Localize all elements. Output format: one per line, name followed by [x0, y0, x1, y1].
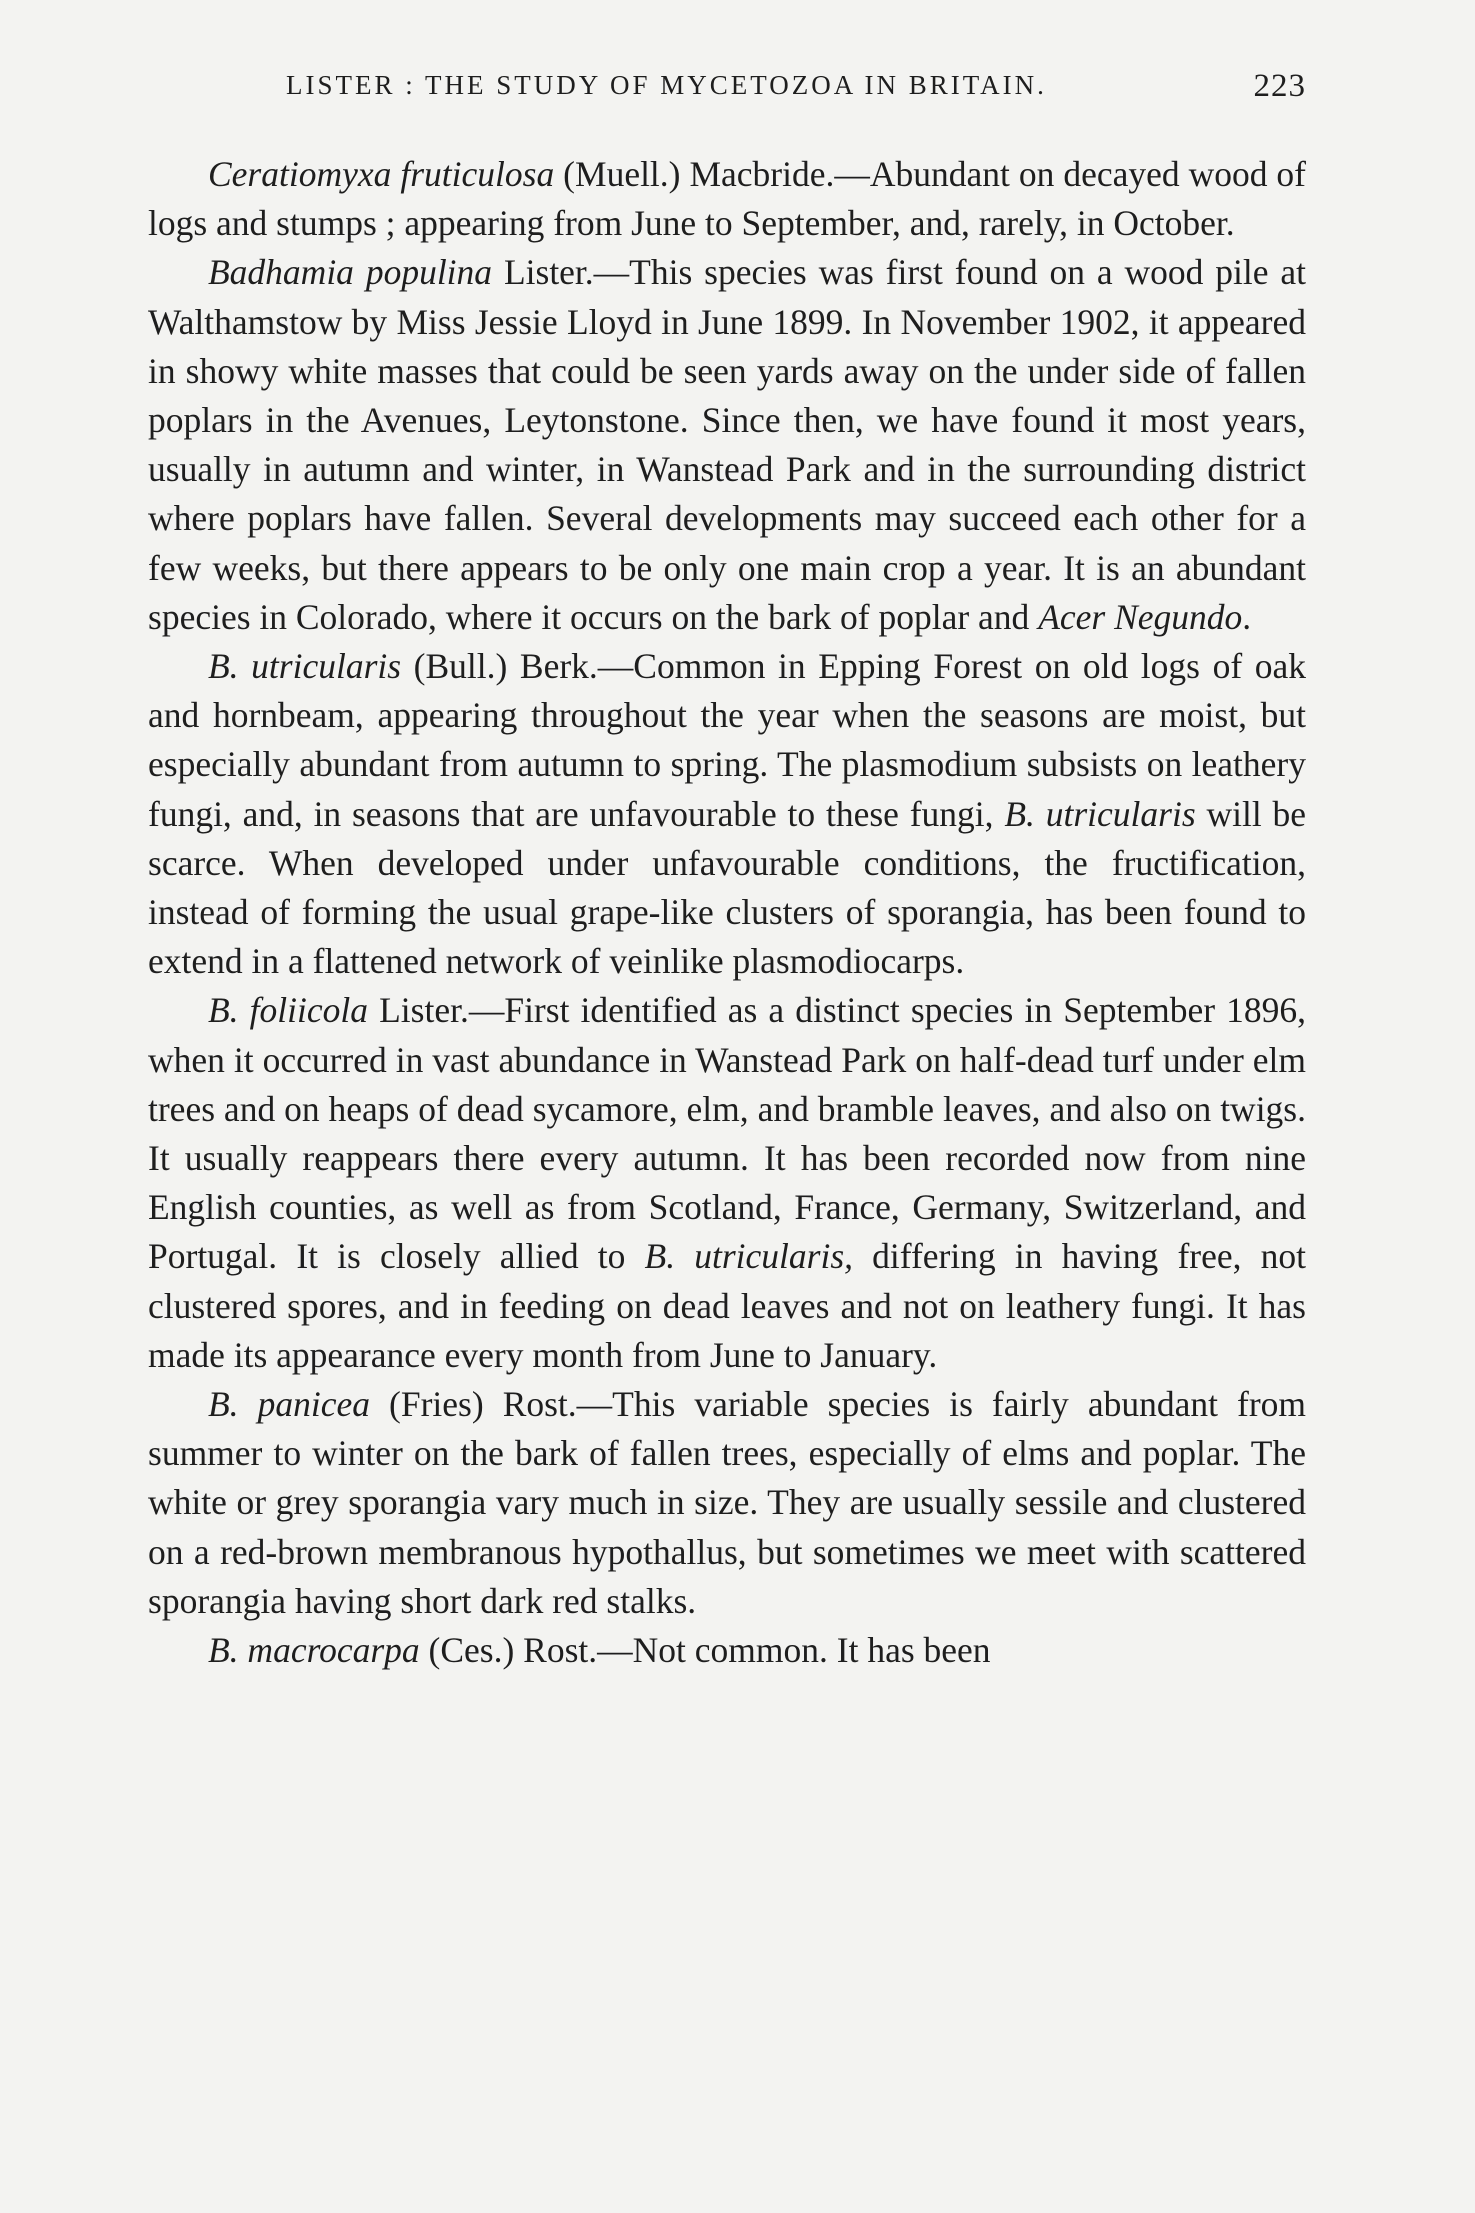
- entry-text: Lister.—This species was first found on a wood pile at Walthamstow by Miss Jessie Lloyd in June 1899. In November 1902, it appeared in showy white masses that could be seen yards away on the under side of fallen poplars in the Avenues, Leytonstone. Since then, we have found it most years, usually in autumn and winter, in Wanstead Park and in the surrounding district where poplars have fallen. Several developments may succeed each other for a few weeks, but there appears to be only one main crop a year. It is an abundant species in Colorado, where it occurs on the bark of poplar and: [148, 252, 1306, 637]
- entry-text-continued: differing in having free, not clustered spores, and in feeding on dead leaves and not on leathery fungi. It has made its appearance every month from June to January.: [148, 1236, 1306, 1375]
- entry-text-continued: will be scarce. When developed under unfavourable conditions, the fructification, instead of forming the usual grape-like clusters of sporangia, has been found to extend in a flattened network of veinlike plasmodiocarps.: [148, 793, 1306, 982]
- entry-text-continued: .: [1242, 596, 1252, 637]
- species-reference: B. utricularis,: [644, 1236, 854, 1277]
- species-name: Badhamia populina: [208, 252, 493, 293]
- entry-text: Lister.—First identified as a distinct species in September 1896, when it occurred in vast abundance in Wanstead Park on half-dead turf under elm trees and on heaps of dead sycamore, elm, and bramble leaves, and also on twigs. It usually reappears there every autumn. It has been recorded now from nine English counties, as well as from Scotland, France, Germany, Switzerland, and Portugal. It is closely allied to: [148, 990, 1306, 1277]
- document-page: [148, 0, 1306, 2213]
- species-entry: [148, 986, 1306, 1380]
- species-name: B. foliicola: [208, 990, 368, 1031]
- species-name: B. utricularis: [208, 646, 402, 687]
- entry-text: (Ces.) Rost.—Not common. It has been: [419, 1630, 991, 1671]
- species-name: B. panicea: [208, 1384, 370, 1425]
- species-entry: [148, 1380, 1306, 1626]
- entry-text: (Fries) Rost.—This variable species is fairly abundant from summer to winter on the bark of fallen trees, especially of elms and poplar. The white or grey sporangia vary much in size. They are usually sessile and clustered on a red-brown membranous hypothallus, but sometimes we meet with scattered sporangia having short dark red stalks.: [148, 1384, 1307, 1621]
- page-number: 223: [1253, 68, 1306, 104]
- species-entry: [148, 248, 1306, 642]
- species-entry: [148, 150, 1306, 248]
- entry-text: (Muell.) Macbride.—Abundant on decayed wood of logs and stumps ; appearing from June to September, and, rarely, in October.: [148, 154, 1307, 244]
- species-reference: Acer Negundo: [1038, 596, 1243, 637]
- species-name: Ceratiomyxa fruticulosa: [208, 154, 555, 194]
- species-entry: [148, 642, 1306, 986]
- species-entry: [148, 1626, 1306, 1675]
- body-text: [148, 150, 1306, 1675]
- running-title: LISTER : THE STUDY OF MYCETOZOA IN BRITAIN.: [286, 70, 1047, 100]
- entry-text: (Bull.) Berk.—Common in Epping Forest on old logs of oak and hornbeam, appearing throughout the year when the seasons are moist, but especially abundant from autumn to spring. The plasmodium subsists on leathery fungi, and, in seasons that are unfavourable to these fungi,: [148, 646, 1306, 834]
- running-header: [148, 70, 1306, 114]
- species-name: B. macrocarpa: [208, 1630, 420, 1671]
- species-reference: B. utricularis: [1004, 793, 1196, 834]
